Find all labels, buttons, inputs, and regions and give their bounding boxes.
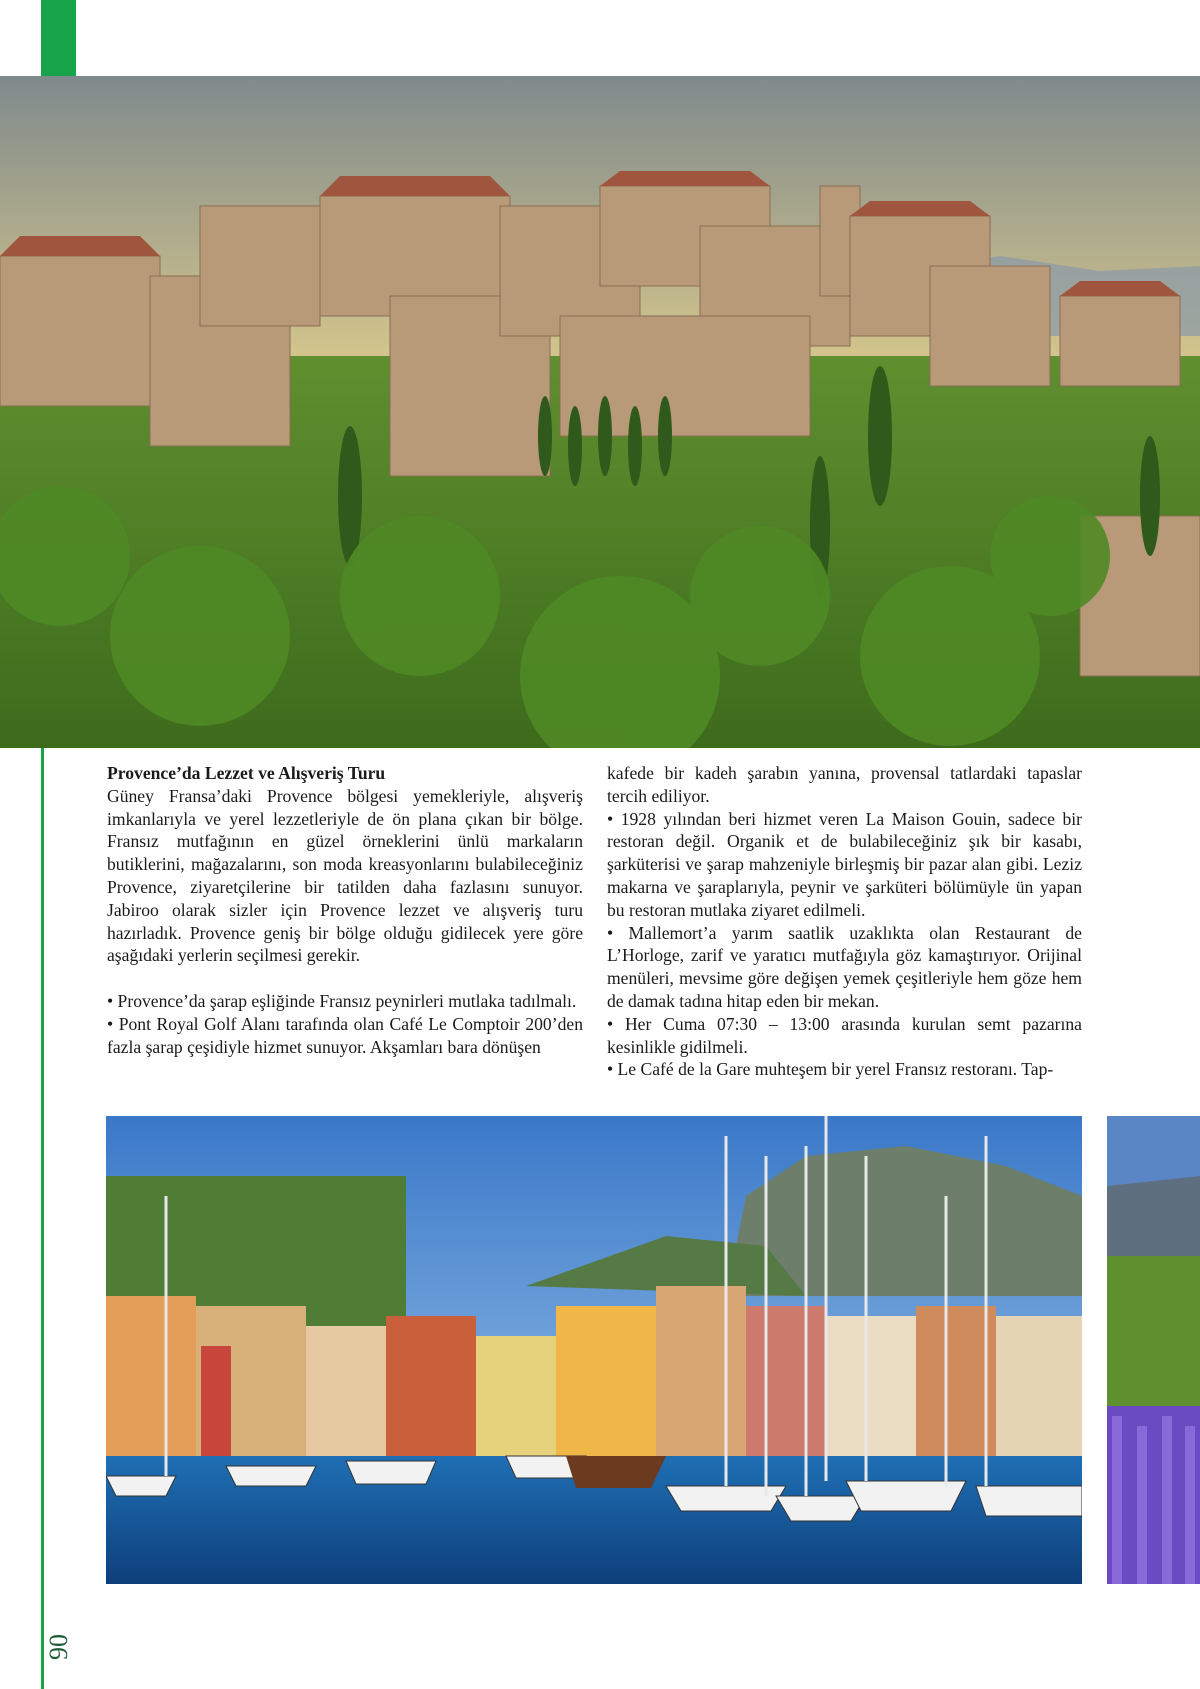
article-bullet: • Her Cuma 07:30 – 13:00 arasında kurulan semt pazarına kesinlikle gidilmeli.	[607, 1013, 1082, 1057]
article-bullet: • Mallemort’a yarım saatlik uzaklıkta olan Restaurant de L’Horloge, zarif ve yaratıcı mutfağıyla göz kamaştırıyor. Orijinal menüleri, mevsime göre değişen yemek çeşitleriyle hem göze hem de damak tadına hitap eden bir mekan.	[607, 922, 1082, 1011]
article-column-left	[107, 762, 583, 1058]
hero-photo	[0, 76, 1200, 748]
harbor-photo	[106, 1116, 1082, 1584]
article-bullet: • Provence’da şarap eşliğinde Fransız peynirleri mutlaka tadılmalı.	[107, 990, 577, 1011]
article-bullet: • 1928 yılından beri hizmet veren La Maison Gouin, sadece bir restoran değil. Organik et de bulabileceğiniz şık bir kasabı, şarküterisi ve şarap mahzeniyle birleşmiş bir pazar alan gibi. Leziz makarna ve şaraplarıyla, peynir ve şarküteri bölümüyle ün yapan bu restoran mutlaka ziyaret edilmeli.	[607, 808, 1082, 920]
lavender-photo	[1107, 1116, 1200, 1584]
page-number: 90	[44, 1634, 73, 1660]
article-column-right	[607, 762, 1082, 1081]
article-paragraph: Güney Fransa’daki Provence bölgesi yemekleriyle, alışveriş imkanlarıyla ve yerel lezzetleriyle de ön plana çıkan bir bölge. Fransız mutfağının en güzel örneklerini ünlü markaların butiklerini, mağazalarını, son moda kreasyonlarını bulabileceğiniz Provence, ziyaretçilerine bir tatilden daha fazlasını sunuyor. Jabiroo olarak sizler için Provence lezzet ve alışveriş turu hazırladık. Provence geniş bir bölge olduğu gidilecek yere göre aşağıdaki yerlerin seçilmesi gerekir.	[107, 785, 583, 966]
article-paragraph: kafede bir kadeh şarabın yanına, provensal tatlardaki tapaslar tercih ediliyor.	[607, 763, 1082, 806]
article-heading: Provence’da Lezzet ve Alışveriş Turu	[107, 763, 386, 783]
article-bullet: • Pont Royal Golf Alanı tarafında olan Café Le Comptoir 200’den fazla şarap çeşidiyle hizmet sunuyor. Akşamları bara dönüşen	[107, 1013, 583, 1057]
article-bullet: • Le Café de la Gare muhteşem bir yerel Fransız restoranı. Tap-	[607, 1059, 1054, 1080]
